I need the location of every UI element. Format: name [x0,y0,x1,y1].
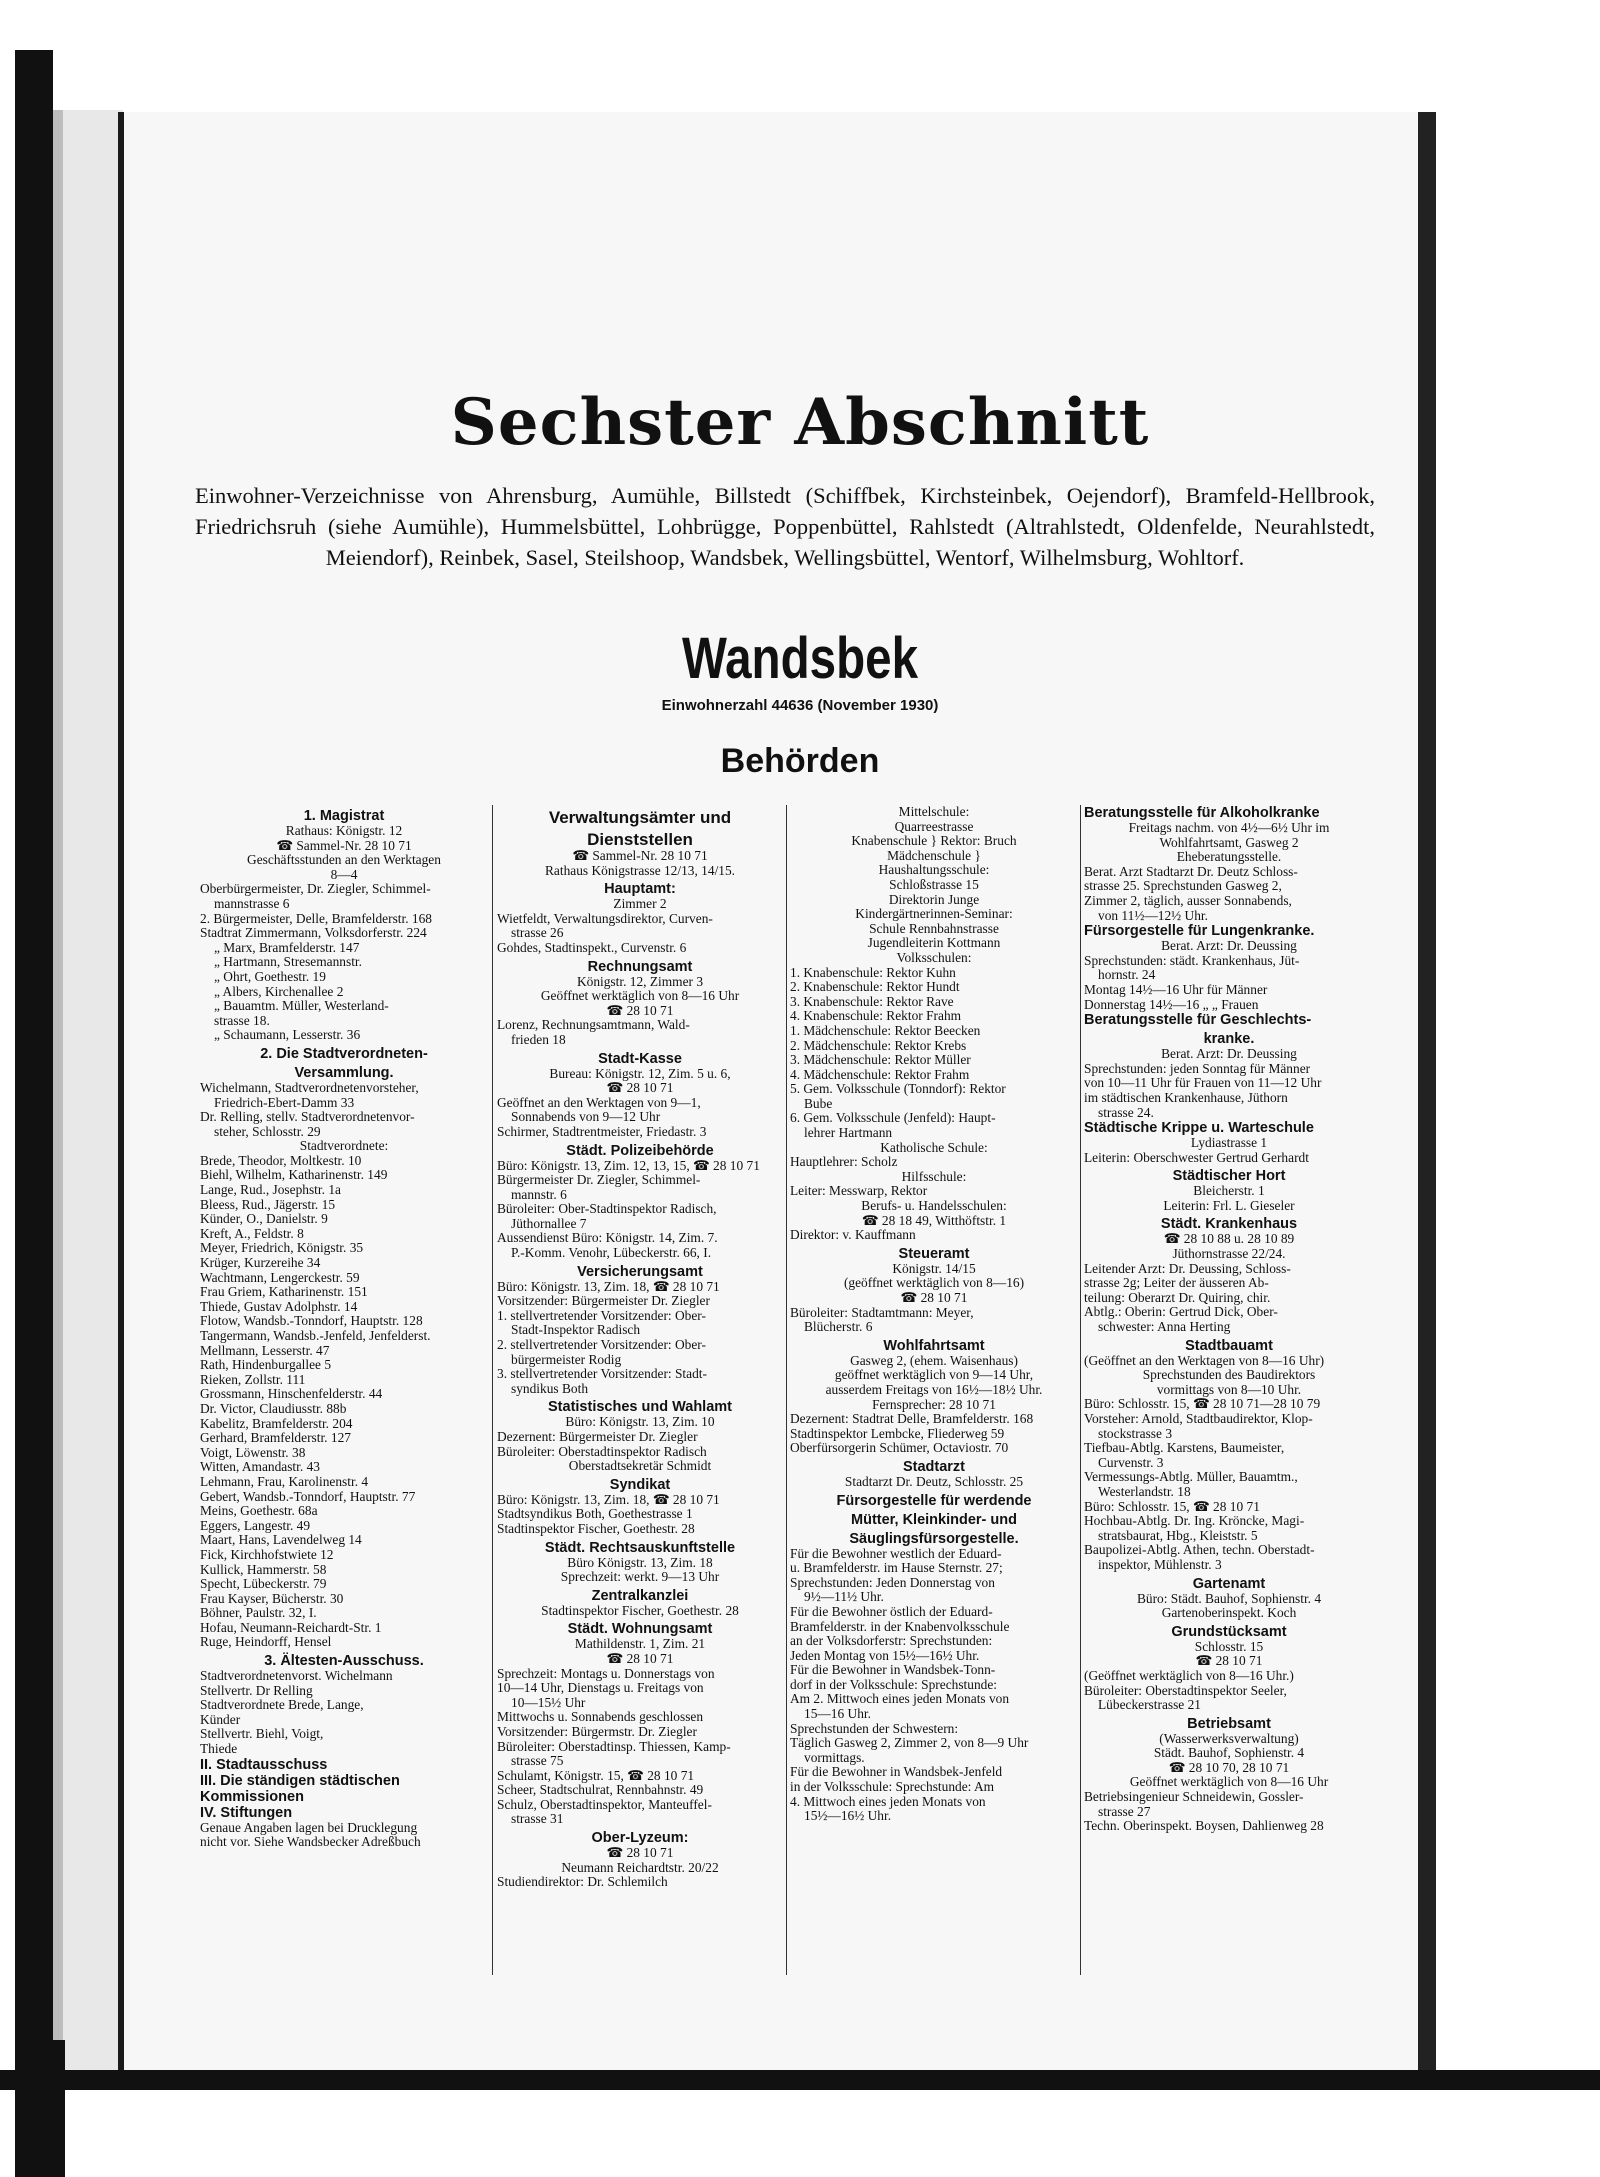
text-line: „ Marx, Bramfelderstr. 147 [214,940,360,955]
city-heading: Wandsbek [681,626,919,691]
text-line: Künder [200,1712,241,1727]
text-line: ☎ 28 10 71 [606,1081,674,1096]
section-heading: Fürsorgestelle für werdende [836,1492,1032,1509]
text-line: 4. Mädchenschule: Rektor Frahm [790,1067,970,1082]
section-heading: Mütter, Kleinkinder- und [851,1511,1017,1528]
text-line: Rieken, Zollstr. 111 [200,1372,306,1387]
text-line: Büroleiter: Oberstadtinsp. Thiessen, Kamp- [497,1739,731,1754]
text-line: Meins, Goethestr. 68a [200,1504,318,1519]
text-line: Maart, Hans, Lavendelweg 14 [200,1533,362,1548]
text-line: Gohdes, Stadtinspekt., Curvenstr. 6 [497,940,687,955]
section-heading: Fürsorgestelle für Lungenkranke. [1084,923,1315,940]
text-line: 9½—11½ Uhr. [804,1590,884,1605]
text-line: Montag 14½—16 Uhr für Männer [1084,982,1268,997]
section-heading: Städt. Krankenhaus [1160,1216,1298,1233]
section-heading: Grundstücksamt [1171,1623,1287,1640]
text-line: Hochbau-Abtlg. Dr. Ing. Kröncke, Magi- [1084,1514,1305,1529]
text-line: Stadtverordnetenvorst. Wichelmann [200,1669,393,1684]
text-line: Wachtmann, Lengerckestr. 59 [200,1270,360,1285]
section-heading: Stadt-Kasse [598,1050,682,1067]
text-line: Stadtinspektor Lembcke, Fliederweg 59 [790,1426,1005,1441]
text-line: 2. stellvertretender Vorsitzender: Ober- [497,1338,706,1353]
text-line: Wohlfahrtsamt, Gasweg 2 [1159,835,1299,850]
text-line: Mathildenstr. 1, Zim. 21 [574,1637,706,1652]
text-line: strasse 27 [1098,1804,1151,1819]
text-line: Stadtverordnete Brede, Lange, [200,1698,364,1713]
text-line: „ Ohrt, Goethestr. 19 [214,969,326,984]
text-line: Büroleiter: Oberstadtinspektor Seeler, [1084,1683,1287,1698]
text-line: „ Bauamtm. Müller, Westerland- [214,999,389,1014]
text-line: Schulamt, Königstr. 15, ☎ 28 10 71 [497,1768,695,1783]
text-line: strasse 24. [1098,1105,1154,1120]
text-line: Hauptlehrer: Scholz [790,1155,898,1170]
section-heading: 3. Ältesten-Ausschuss. [264,1653,424,1670]
column-2 [497,805,783,1980]
book-spine-shadow [15,50,53,2090]
authorities-heading: Behörden [720,742,880,780]
section-heading: Stadtarzt [902,1458,966,1475]
text-line: mannstrasse 6 [214,896,290,911]
text-line: Westerlandstr. 18 [1098,1484,1191,1499]
text-line: 2. Knabenschule: Rektor Hundt [790,980,960,995]
section-heading: Dienststellen [587,830,693,849]
text-line: strasse 18. [214,1013,270,1028]
text-line: Genaue Angaben lagen bei Drucklegung [200,1820,418,1835]
text-line: ☎ 28 10 88 u. 28 10 89 [1163,1232,1295,1247]
text-line: Geöffnet werktäglich von 8—16 Uhr [1129,1775,1329,1790]
section-heading: Kommissionen [200,1788,304,1805]
text-line: Vorsteher: Arnold, Stadtbaudirektor, Klop- [1084,1412,1313,1426]
section-heading: Rechnungsamt [587,958,693,975]
text-line: Stadtarzt Dr. Deutz, Schlosstr. 25 [844,1474,1024,1489]
text-line: Für die Bewohner in Wandsbek-Jenfeld [790,1765,1003,1780]
text-line: 15—16 Uhr. [804,1707,871,1722]
text-line: Fernsprecher: 28 10 71 [872,1397,996,1412]
text-line: Täglich Gasweg 2, Zimmer 2, von 8—9 Uhr [790,1736,1029,1751]
text-line: Volksschulen: [896,950,972,965]
text-line: Dezernent: Bürgermeister Dr. Ziegler [497,1430,698,1444]
text-line: 1. Mädchenschule: Rektor Beecken [790,1023,981,1038]
text-line: Hilfsschule: [901,1169,967,1184]
text-line: Wichelmann, Stadtverordnetenvorsteher, [200,1080,419,1095]
text-line: Fick, Kirchhofstwiete 12 [200,1547,334,1562]
text-line: Büroleiter: Ober-Stadtinspektor Radisch, [497,1202,717,1217]
text-line: Thiede [200,1742,238,1757]
text-line: Ruge, Heindorff, Hensel [200,1635,332,1650]
text-line: 10—15½ Uhr [511,1695,586,1710]
text-line: Büroleiter: Stadtamtmann: Meyer, [790,1305,974,1320]
text-line: Oberstadtsekretär Schmidt [568,1459,712,1474]
section-heading: Ober-Lyzeum: [591,1830,689,1847]
text-line: schwester: Anna Herting [1098,1320,1231,1335]
text-line: Büro: Schlosstr. 15, ☎ 28 10 71—28 10 79 [1084,1397,1321,1412]
column-divider [492,805,493,1975]
population-line: Einwohnerzahl 44636 (November 1930) [661,697,939,714]
text-line: Mittwochs u. Sonnabends geschlossen [497,1710,704,1725]
text-line: Büroleiter: Oberstadtinspektor Radisch [497,1444,707,1459]
column-1 [200,805,488,1980]
text-line: ☎ 28 10 71 [606,1651,674,1666]
section-heading: Städtischer Hort [1172,1168,1286,1185]
text-line: von 11½—12½ Uhr. [1098,908,1208,923]
section-heading: IV. Stiftungen [200,1804,293,1821]
section-heading: 1. Magistrat [303,808,385,824]
text-line: Stadt-Inspektor Radisch [511,1323,641,1338]
text-line: (Geöffnet werktäglich von 8—16 Uhr.) [1084,1668,1294,1683]
text-line: Bleicherstr. 1 [1193,1184,1265,1199]
text-line: Schloßstrasse 15 [889,877,979,892]
text-line: Vorsitzender: Bürgermstr. Dr. Ziegler [497,1724,697,1739]
text-line: Schulz, Oberstadtinspektor, Manteuffel- [497,1797,712,1812]
text-line: Frau Kayser, Bücherstr. 30 [200,1591,344,1606]
column-divider [786,805,787,1975]
text-line: dorf in der Volksschule: Sprechstunde: [790,1677,998,1692]
text-line: Eheberatungsstelle. [1176,850,1282,865]
text-line: Witten, Amandastr. 43 [200,1460,320,1475]
text-line: Lydiastrasse 1 [1190,1136,1268,1151]
text-line: Berat. Arzt: Dr. Deussing [1161,939,1297,954]
text-line: Leiterin: Oberschwester Gertrud Gerhardt [1084,1150,1309,1165]
section-heading: Steueramt [898,1245,970,1262]
text-line: 4. Knabenschule: Rektor Frahm [790,1009,962,1024]
section-heading: Städt. Rechtsauskunftstelle [544,1539,736,1556]
text-line: Jüthornstrasse 22/24. [1172,1247,1286,1262]
text-line: Jeden Montag von 15½—16½ Uhr. [790,1648,980,1663]
text-line: Vermessungs-Abtlg. Müller, Bauamtm., [1084,1470,1298,1485]
text-line: an der Volksdorferstr: Sprechstunden: [790,1634,993,1649]
text-line: Betriebsingenieur Schneidewin, Gossler- [1084,1790,1304,1805]
text-line: Geschäftsstunden an den Werktagen [247,853,441,868]
text-line: Büro: Städt. Bauhof, Sophienstr. 4 [1136,1591,1322,1606]
text-line: Thiede, Gustav Adolphstr. 14 [200,1299,358,1314]
text-line: Mellmann, Lesserstr. 47 [200,1343,330,1358]
text-line: Mittelschule: [898,805,970,819]
text-line: Curvenstr. 3 [1098,1455,1164,1470]
section-heading: Versammlung. [294,1064,394,1081]
text-line: Hofau, Neumann-Reichardt-Str. 1 [200,1620,382,1635]
text-line: Bramfelderstr. in der Knabenvolksschule [790,1619,1010,1634]
text-line: (Geöffnet an den Werktagen von 8—16 Uhr) [1084,1353,1325,1368]
text-line: Techn. Oberinspekt. Boysen, Dahlienweg 28 [1084,1819,1324,1834]
section-heading: Gartenamt [1192,1575,1266,1592]
text-line: Sprechstunden der Schwestern: [790,1721,959,1736]
text-line: Gartenoberinspekt. Koch [1161,1606,1297,1621]
text-line: ☎ 28 10 71 [900,1291,968,1305]
text-line: 5. Gem. Volksschule (Tonndorf): Rektor [790,1082,1006,1097]
text-line: „ Albers, Kirchenallee 2 [214,984,344,999]
text-line: Tiefbau-Abtlg. Karstens, Baumeister, [1084,1441,1285,1456]
section-heading: Statistisches und Wahlamt [548,1399,732,1416]
text-line: Vorsitzender: Bürgermeister Dr. Ziegler [497,1294,710,1309]
text-line: ☎ 28 10 70, 28 10 71 [1168,1760,1290,1775]
text-line: Stellvertr. Dr Relling [200,1683,313,1698]
text-line: Dezernent: Stadtrat Delle, Bramfelderstr. 168 [790,1412,1034,1427]
text-line: stratsbaurat, Hbg., Kleiststr. 5 [1098,1528,1258,1543]
text-line: Meyer, Friedrich, Königstr. 35 [200,1241,364,1256]
text-line: nicht vor. Siehe Wandsbecker Adreßbuch [200,1835,421,1850]
text-line: Böhner, Paulstr. 32, I. [200,1606,317,1621]
section-heading: Städt. Wohnungsamt [567,1621,713,1638]
section-title: Sechster Abschnitt [450,385,1150,460]
text-line: mannstr. 6 [511,1187,567,1202]
text-line: 2. Mädchenschule: Rektor Krebs [790,1038,967,1053]
text-line: strasse 31 [511,1812,564,1827]
text-line: (Wasserwerksverwaltung) [1159,1731,1299,1746]
text-line: Leiterin: Frl. L. Gieseler [1163,1198,1295,1213]
text-line: „ Schaumann, Lesserstr. 36 [214,1028,361,1043]
text-line: Flotow, Wandsb.-Tonndorf, Hauptstr. 128 [200,1314,423,1329]
text-line: Gasweg 2, (ehem. Waisenhaus) [850,1353,1018,1368]
text-line: Zimmer 2 [613,897,667,912]
text-line: Voigt, Löwenstr. 38 [200,1445,306,1460]
text-line: Gebert, Wandsb.-Tonndorf, Hauptstr. 77 [200,1489,416,1504]
text-line: Büro: Schlosstr. 15, ☎ 28 10 71 [1084,1499,1260,1514]
text-line: Städt. Bauhof, Sophienstr. 4 [1153,1746,1305,1761]
text-line: 10—14 Uhr, Dienstags u. Freitags von [497,1681,704,1696]
text-line: Donnerstag 14½—16 „ „ Frauen [1084,997,1259,1012]
text-line: Stadtinspektor Fischer, Goethestr. 28 [541,1603,739,1618]
text-line: 15½—16½ Uhr. [804,1809,892,1824]
text-line: Am 2. Mittwoch eines jeden Monats von [790,1692,1010,1707]
text-line: vormittags. [804,1750,865,1765]
text-line: Freitags nachm. von 4½—6½ Uhr im [1128,821,1330,835]
text-line: Gerhard, Bramfelderstr. 127 [200,1431,351,1446]
text-line: syndikus Both [511,1381,589,1396]
text-line: ☎ Sammel-Nr. 28 10 71 [572,849,708,863]
text-line: Schule Rennbahnstrasse [869,921,999,936]
text-line: u. Bramfelderstr. im Hause Sternstr. 27; [790,1561,1003,1576]
text-line: Kullick, Hammerstr. 58 [200,1562,327,1577]
text-line: Büro: Königstr. 13, Zim. 18, ☎ 28 10 71 [497,1279,720,1294]
text-line: Haushaltungsschule: [878,863,990,878]
text-line: Stadtverordnete: [299,1139,389,1154]
section-heading: Syndikat [609,1476,671,1493]
text-line: Sprechstunden: Jeden Donnerstag von [790,1575,995,1590]
section-heading: Säuglingsfürsorgestelle. [849,1530,1019,1547]
text-line: Knabenschule } Rektor: Bruch [851,834,1017,849]
text-line: Dr. Victor, Claudiusstr. 88b [200,1401,347,1416]
text-line: strasse 26 [511,926,564,941]
text-line: Stadtsyndikus Both, Goethestrasse 1 [497,1507,693,1522]
section-heading: Versicherungsamt [577,1263,703,1280]
text-line: 3. stellvertretender Vorsitzender: Stadt- [497,1367,707,1382]
text-line: Mädchenschule } [887,848,981,863]
text-line: Künder, O., Danielstr. 9 [200,1212,328,1227]
section-heading: kranke. [1203,1031,1255,1048]
text-line: Tangermann, Wandsb.-Jenfeld, Jenfelderst. [200,1329,431,1343]
text-line: 3. Knabenschule: Rektor Rave [790,994,954,1009]
scan-corner [15,2040,65,2177]
section-heading: Städt. Polizeibehörde [566,1142,714,1159]
text-line: Friedrich-Ebert-Damm 33 [214,1095,355,1110]
text-line: Krüger, Kurzereihe 34 [200,1256,321,1271]
section-heading: Stadtbauamt [1185,1337,1273,1354]
text-line: ☎ Sammel-Nr. 28 10 71 [276,838,412,853]
text-line: Berat. Arzt: Dr. Deussing [1161,1047,1297,1062]
section-heading: Hauptamt: [604,881,676,898]
text-line: geöffnet werktäglich von 9—14 Uhr, [834,1368,1034,1383]
text-line: Scheer, Stadtschulrat, Rennbahnstr. 49 [497,1783,704,1798]
text-line: Rathaus Königstrasse 12/13, 14/15. [544,863,736,878]
text-line: Blücherstr. 6 [804,1320,873,1335]
text-line: Bleess, Rud., Jägerstr. 15 [200,1197,336,1212]
text-line: teilung: Oberarzt Dr. Quiring, chir. [1084,1290,1271,1305]
text-line: Oberbürgermeister, Dr. Ziegler, Schimmel- [200,882,431,897]
text-line: Sprechstunden: städt. Krankenhaus, Jüt- [1084,953,1300,968]
text-line: Oberfürsorgerin Schümer, Octaviostr. 70 [790,1441,1009,1456]
section-heading: Betriebsamt [1187,1715,1271,1732]
text-line: hornstr. 24 [1098,968,1156,983]
text-line: 1. stellvertretender Vorsitzender: Ober- [497,1308,706,1323]
text-line: vormittags von 8—10 Uhr. [1156,1382,1302,1397]
column-divider [1080,805,1081,1975]
text-line: Büro: Königstr. 13, Zim. 12, 13, 15, ☎ 28 10 71 [497,1158,760,1173]
text-line: Königstr. 12, Zimmer 3 [576,974,704,989]
text-line: Zimmer 2, täglich, ausser Sonnabends, [1084,893,1292,908]
text-line: Sprechzeit: werkt. 9—13 Uhr [560,1570,720,1585]
section-heading: III. Die ständigen städtischen [200,1772,400,1789]
text-line: 8—4 [330,867,358,882]
text-line: Studiendirektor: Dr. Schlemilch [497,1875,668,1890]
text-line: Jüthornallee 7 [511,1216,587,1231]
section-heading: II. Stadtausschuss [200,1756,328,1773]
text-line: Lehmann, Frau, Karolinenstr. 4 [200,1474,369,1489]
text-line: Lübeckerstrasse 21 [1098,1698,1201,1713]
text-line: Kindergärtnerinnen-Seminar: [855,907,1013,922]
text-line: Quarreestrasse [894,819,974,834]
text-line: Bube [804,1096,833,1111]
section-heading: Wohlfahrtsamt [883,1337,985,1354]
text-line: Eggers, Langestr. 49 [200,1518,311,1533]
text-line: Geöffnet an den Werktagen von 9—1, [497,1095,701,1110]
text-line: 3. Mädchenschule: Rektor Müller [790,1053,971,1068]
text-line: Direktorin Junge [888,892,980,907]
text-line: Lange, Rud., Josephstr. 1a [200,1183,341,1198]
text-line: Stellvertr. Biehl, Voigt, [200,1727,324,1742]
text-line: Kreft, A., Feldstr. 8 [200,1226,304,1241]
text-line: von 10—11 Uhr für Frauen von 11—12 Uhr [1084,1076,1322,1091]
section-heading: Verwaltungsämter und [548,808,732,827]
column-4 [1084,805,1374,1980]
text-line: 2. Bürgermeister, Delle, Bramfelderstr. 168 [200,911,433,926]
text-line: Berufs- u. Handelsschulen: [861,1199,1007,1214]
text-line: Aussendienst Büro: Königstr. 14, Zim. 7. [497,1231,718,1246]
text-line: Leiter: Messwarp, Rektor [790,1184,928,1199]
text-line: Sprechstunden: jeden Sonntag für Männer [1084,1061,1311,1076]
text-line: 4. Mittwoch eines jeden Monats von [790,1794,986,1809]
text-line: strasse 2g; Leiter der äusseren Ab- [1084,1276,1269,1291]
text-line: Stadtrat Zimmermann, Volksdorferstr. 224 [200,926,427,941]
text-line: lehrer Hartmann [804,1126,893,1141]
text-line: Rath, Hindenburgallee 5 [200,1358,332,1373]
text-line: Jugendleiterin Kottmann [867,936,1001,951]
text-line: strasse 25. Sprechstunden Gasweg 2, [1084,879,1282,894]
text-line: Bureau: Königstr. 12, Zim. 5 u. 6, [549,1066,731,1081]
text-line: Büro: Königstr. 13, Zim. 18, ☎ 28 10 71 [497,1492,720,1507]
section-heading: Städtische Krippe u. Warteschule [1084,1120,1314,1137]
text-line: Brede, Theodor, Moltkestr. 10 [200,1153,362,1168]
text-line: ☎ 28 10 71 [606,1846,674,1861]
text-line: Leitender Arzt: Dr. Deussing, Schloss- [1084,1261,1291,1276]
text-line: 1. Knabenschule: Rektor Kuhn [790,965,956,980]
column-3 [790,805,1078,1980]
text-line: Sprechstunden des Baudirektors [1142,1368,1316,1383]
text-line: in der Volksschule: Sprechstunde: Am [790,1780,995,1795]
text-line: Für die Bewohner westlich der Eduard- [790,1546,1002,1561]
text-line: stockstrasse 3 [1098,1426,1173,1441]
text-line: (geöffnet werktäglich von 8—16) [843,1276,1025,1291]
text-line: ☎ 28 10 71 [606,1003,674,1018]
text-line: Geöffnet werktäglich von 8—16 Uhr [540,989,740,1004]
text-line: Abtlg.: Oberin: Gertrud Dick, Ober- [1084,1305,1278,1320]
section-heading: Beratungsstelle für Geschlechts- [1084,1012,1312,1029]
text-line: ausserdem Freitags von 16½—18½ Uhr. [825,1382,1043,1397]
text-line: Biehl, Wilhelm, Katharinenstr. 149 [200,1168,388,1183]
text-line: Königstr. 14/15 [892,1261,976,1276]
text-line: Berat. Arzt Stadtarzt Dr. Deutz Schloss- [1084,864,1298,879]
text-line: P.-Komm. Venohr, Lübeckerstr. 66, I. [511,1246,712,1261]
text-line: Frau Griem, Katharinenstr. 151 [200,1285,368,1300]
text-line: Sprechzeit: Montags u. Donnerstags von [497,1666,715,1681]
text-line: inspektor, Mühlenstr. 3 [1098,1557,1222,1572]
text-line: Für die Bewohner in Wandsbek-Tonn- [790,1663,996,1678]
text-line: Baupolizei-Abtlg. Athen, techn. Oberstadt- [1084,1543,1315,1558]
scan-margin [0,0,1600,50]
text-line: 6. Gem. Volksschule (Jenfeld): Haupt- [790,1111,996,1126]
text-line: frieden 18 [511,1032,566,1047]
text-line: Specht, Lübeckerstr. 79 [200,1577,327,1592]
text-line: im städtischen Krankenhause, Jüthorn [1084,1090,1288,1105]
scan-bottom-bar [0,2070,1600,2090]
text-line: Dr. Relling, stellv. Stadtverordnetenvor- [200,1110,415,1125]
section-subtitle: Einwohner-Verzeichnisse von Ahrensburg, Aumühle, Billstedt (Schiffbek, Kirchsteinbek, Oejendorf), Bramfeld-Hellbrook, Friedrichsruh (siehe Aumühle), Hummelsbüttel, Lohbrügge, Poppenbüttel, Rahlstedt (Altrahlstedt, Oldenfelde, Neurahlstedt, Meiendorf), Reinbek, Sasel, Steilshoop, Wandsbek, Wellingsbüttel, Wentorf, Wilhelmsburg, Wohltorf. [195,483,1375,570]
text-line: Lorenz, Rechnungsamtmann, Wald- [497,1018,690,1033]
text-line: Schirmer, Stadtrentmeister, Friedastr. 3 [497,1124,707,1139]
text-line: Bürgermeister Dr. Ziegler, Schimmel- [497,1173,701,1188]
text-line: Büro Königstr. 13, Zim. 18 [567,1555,713,1570]
text-line: Direktor: v. Kauffmann [790,1228,916,1243]
text-line: ☎ 28 18 49, Witthöftstr. 1 [861,1213,1007,1228]
text-line: Stadtinspektor Fischer, Goethestr. 28 [497,1521,695,1536]
text-line: Katholische Schule: [880,1140,988,1155]
section-heading: Beratungsstelle für Alkoholkranke [1084,805,1320,821]
text-line: Schlosstr. 15 [1194,1639,1264,1654]
text-line: Kabelitz, Bramfelderstr. 204 [200,1416,353,1431]
text-line: steher, Schlosstr. 29 [214,1124,321,1139]
text-line: ☎ 28 10 71 [1195,1654,1263,1669]
text-line: Sonnabends von 9—12 Uhr [511,1110,661,1125]
text-line: Wietfeldt, Verwaltungsdirektor, Curven- [497,911,713,926]
text-line: Neumann Reichardtstr. 20/22 [561,1860,719,1875]
text-line: bürgermeister Rodig [511,1352,622,1367]
text-line: „ Hartmann, Stresemannstr. [214,955,363,970]
text-line: Rathaus: Königstr. 12 [285,824,403,838]
text-line: Für die Bewohner östlich der Eduard- [790,1604,993,1619]
section-heading: Zentralkanzlei [591,1587,689,1604]
section-heading: 2. Die Stadtverordneten- [260,1045,428,1062]
text-line: Büro: Königstr. 13, Zim. 10 [565,1415,715,1430]
text-line: strasse 75 [511,1754,564,1769]
text-line: Grossmann, Hinschenfelderstr. 44 [200,1387,383,1402]
